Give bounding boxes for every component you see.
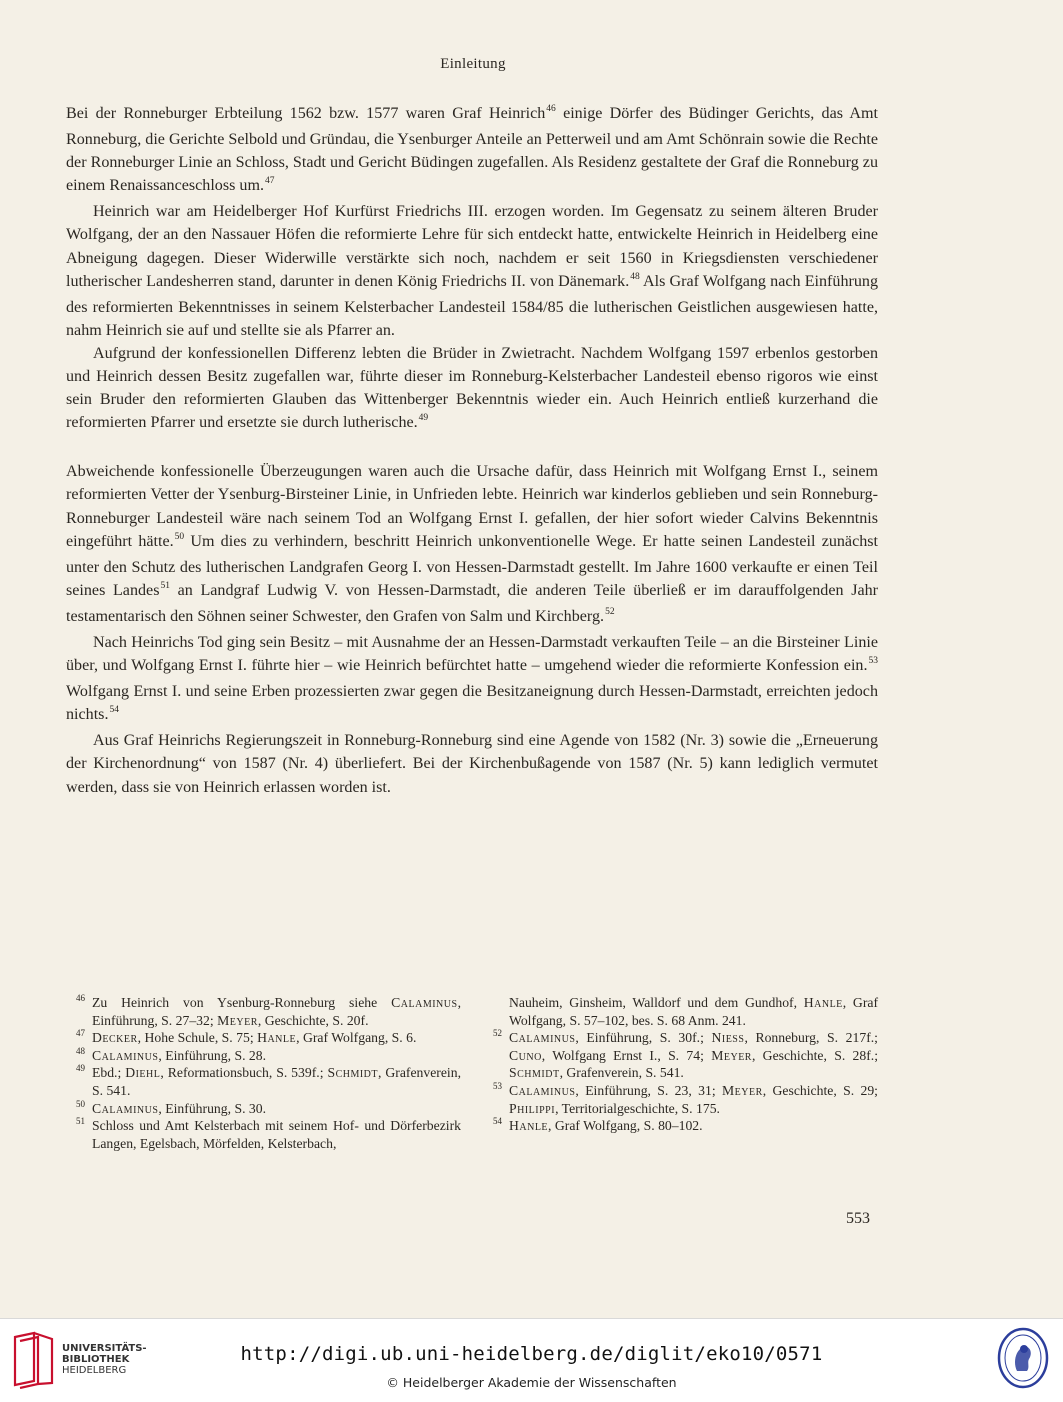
library-name-line-3: HEIDELBERG [62, 1365, 127, 1376]
author-name: Niess [711, 1030, 745, 1046]
footnote-number: 46 [76, 993, 85, 1003]
paragraph: Bei der Ronneburger Erbteilung 1562 bzw. 1577 waren Graf Heinrich$^{46}$ einige Dörfer des Büdinger Gerichts, das Amt Ronneburg, die Gerichte Selbold und Gründau, die Ysenburger Anteile an Petterweil und am Amt Schönrain sowie die Rechte der Ronneburger Linie an Schloss, Stadt und Gericht Büdingen zugefallen. Als Residenz gestaltete der Graf die Ronneburg zu einem Renaissanceschloss um.$^{47}$ [66, 104, 878, 195]
footnotes-left-column [66, 994, 461, 1152]
paragraph: Nach Heinrichs Tod ging sein Besitz – mit Ausnahme der an Hessen-Darmstadt verkauften Teile – an die Birsteiner Linie über, und Wolfgang Ernst I. führte hier – wie Heinrich befürchtet hatte – umgehend wieder die reformierte Konfession ein.$^{53}$ Wolfgang Ernst I. und seine Erben prozessierten zwar gegen die Besitzaneignung durch Hessen-Darmstadt, erreichten jedoch nichts.$^{54}$ [66, 633, 878, 724]
footnote: Nauheim, Ginsheim, Walldorf und dem Gundhof, Hanle, Graf Wolfgang, S. 57–102, bes. S. 68 Anm. 241. [509, 995, 879, 1028]
copyright-notice: © Heidelberger Akademie der Wissenschaften [386, 1375, 677, 1390]
footnote-number: 51 [76, 1116, 85, 1127]
author-name: Decker [92, 1030, 138, 1046]
author-name: Hanle [257, 1030, 297, 1046]
paragraph: Abweichende konfessionelle Überzeugungen waren auch die Ursache dafür, dass Heinrich mit Wolfgang Ernst I., seinem reformierten Vetter der Ysenburg-Birsteiner Linie, in Unfrieden lebte. Heinrich war kinderlos geblieben und sein Ronneburg-Ronneburger Landesteil wäre nach seinem Tod an Wolfgang Ernst I. gefallen, der hier sofort wieder Calvins Bekenntnis eingeführt hätte.$^{50}$ Um dies zu verhindern, beschritt Heinrich unkonventionelle Wege. Er hatte seinen Landesteil zunächst unter den Schutz des lutherischen Landgrafen Georg I. von Hessen-Darmstadt gestellt. Im Jahre 1600 verkaufte er einen Teil seines Landes$^{51}$ an Landgraf Ludwig V. von Hessen-Darmstadt, die anderen Teile überließ er im darauffolgenden Jahr testamentarisch den Söhnen seiner Schwester, den Grafen von Salm und Kirchberg.$^{52}$ [66, 463, 879, 625]
footnote: 48 Calaminus, Einführung, S. 28. [66, 1047, 461, 1065]
author-name: Hanle [803, 995, 843, 1010]
footnote: 51 Schloss und Amt Kelsterbach mit seinem Hof- und Dörferbezirk Langen, Egelsbach, Mörfelden, Kelsterbach, [66, 1117, 461, 1152]
author-name: Calaminus [391, 995, 458, 1010]
paragraph: Aus Graf Heinrichs Regierungszeit in Ronneburg-Ronneburg sind eine Agende von 1582 (Nr. 3) sowie die „Erneuerung der Kirchenordnung“ von 1587 (Nr. 4) überliefert. Bei der Kirchenbußagende von 1587 (Nr. 5) kann lediglich vermutet werden, dass sie von Heinrich erlassen worden ist. [66, 732, 878, 796]
footnote: 53 Calaminus, Einführung, S. 23, 31; Meyer, Geschichte, S. 29; Philippi, Territorialgeschichte, S. 175. [483, 1082, 878, 1117]
page-number: 553 [846, 1210, 870, 1227]
footnote-number: 48 [76, 1045, 85, 1056]
author-name: Hanle [509, 1118, 549, 1134]
author-name: Calaminus [509, 1030, 576, 1046]
footnote-number: 47 [76, 1028, 85, 1039]
footnote-reference: 49 [418, 413, 429, 424]
author-name: Diehl [125, 1065, 161, 1081]
permalink-url[interactable]: http://digi.ub.uni-heidelberg.de/diglit/eko10/0571 [240, 1343, 823, 1365]
footnote-reference: 46 [546, 104, 556, 114]
author-name: Schmidt [327, 1065, 379, 1081]
author-name: Calaminus [92, 1100, 159, 1116]
paragraph: Heinrich war am Heidelberger Hof Kurfürst Friedrichs III. erzogen worden. Im Gegensatz zu seinem älteren Bruder Wolfgang, der an den Nassauer Höfen die reformierte Lehre für sich entdeckt hatte, entwickelte Heinrich in Heidelberg eine Abneigung dagegen. Dieser Widerwille verstärkte sich noch, nachdem er seit 1560 in Kriegsdiensten verschiedener lutherischer Landesherren stand, darunter in denen König Friedrichs II. von Dänemark.$^{48}$ Als Graf Wolfgang nach Einführung des reformierten Bekenntnisses in seinem Kelsterbacher Landesteil 1584/85 die lutherischen Geistlichen ausgewiesen hatte, nahm Heinrich sie auf und stellte sie als Pfarrer an. [66, 203, 878, 339]
footnote-reference: 51 [160, 580, 170, 591]
footnotes [66, 994, 878, 1152]
footnote-number: 53 [493, 1080, 502, 1091]
footnote: 50 Calaminus, Einführung, S. 30. [66, 1100, 461, 1118]
footnote: 49 Ebd.; Diehl, Reformationsbuch, S. 539f.; Schmidt, Grafenverein, S. 541. [66, 1064, 461, 1099]
library-name-line-2: BIBLIOTHEK [62, 1354, 130, 1365]
academy-seal-icon[interactable] [997, 1327, 1049, 1389]
author-name: Philippi [509, 1100, 556, 1116]
author-name: Meyer [711, 1047, 752, 1063]
footnote: 47 Decker, Hohe Schule, S. 75; Hanle, Graf Wolfgang, S. 6. [66, 1029, 461, 1047]
footnote-reference: 47 [265, 176, 275, 187]
library-name-line-1: UNIVERSITÄTS- [62, 1343, 147, 1354]
footnote: 54 Hanle, Graf Wolfgang, S. 80–102. [483, 1117, 878, 1135]
footnote-reference: 50 [174, 531, 185, 542]
footnote-number: 50 [76, 1098, 85, 1109]
paragraph: Aufgrund der konfessionellen Differenz lebten die Brüder in Zwietracht. Nachdem Wolfgang 1597 erbenlos gestorben und Heinrich dessen Besitz zugefallen war, führte dieser im Ronneburg-Kelsterbacher Landesteil ebenso rigoros wie einst sein Bruder den reformierten Glauben das Wittenberger Bekenntnis wieder ein. Auch Heinrich entließ kurzerhand die reformierten Pfarrer und ersetzte sie durch lutherische.$^{49}$ [66, 344, 878, 432]
footnote-reference: 53 [868, 656, 878, 667]
author-name: Meyer [217, 1012, 258, 1028]
body-text [66, 102, 878, 799]
footnotes-right-column [483, 994, 878, 1152]
author-name: Cuno [509, 1047, 542, 1063]
author-name: Meyer [721, 1082, 763, 1098]
author-name: Schmidt [509, 1065, 560, 1081]
author-name: Calaminus [92, 1047, 159, 1063]
footnote-number: 52 [493, 1028, 502, 1039]
author-name: Calaminus [509, 1082, 576, 1098]
footnote-number: 49 [76, 1063, 85, 1074]
footnote-reference: 48 [630, 271, 640, 282]
footnote-number: 54 [493, 1116, 502, 1127]
footnote: 46 Zu Heinrich von Ysenburg-Ronneburg siehe Calaminus, Einführung, S. 27–32; Meyer, Geschichte, S. 20f. [66, 994, 461, 1029]
viewer-footer [0, 1318, 1063, 1402]
footnote: 52 Calaminus, Einführung, S. 30f.; Niess, Ronneburg, S. 217f.; Cuno, Wolfgang Ernst I., S. 74; Meyer, Geschichte, S. 28f.; Schmidt, Grafenverein, S. 541. [483, 1029, 878, 1082]
footnote-reference: 54 [109, 705, 119, 716]
running-head: Einleitung [440, 56, 506, 72]
footnote-reference: 52 [605, 606, 615, 617]
